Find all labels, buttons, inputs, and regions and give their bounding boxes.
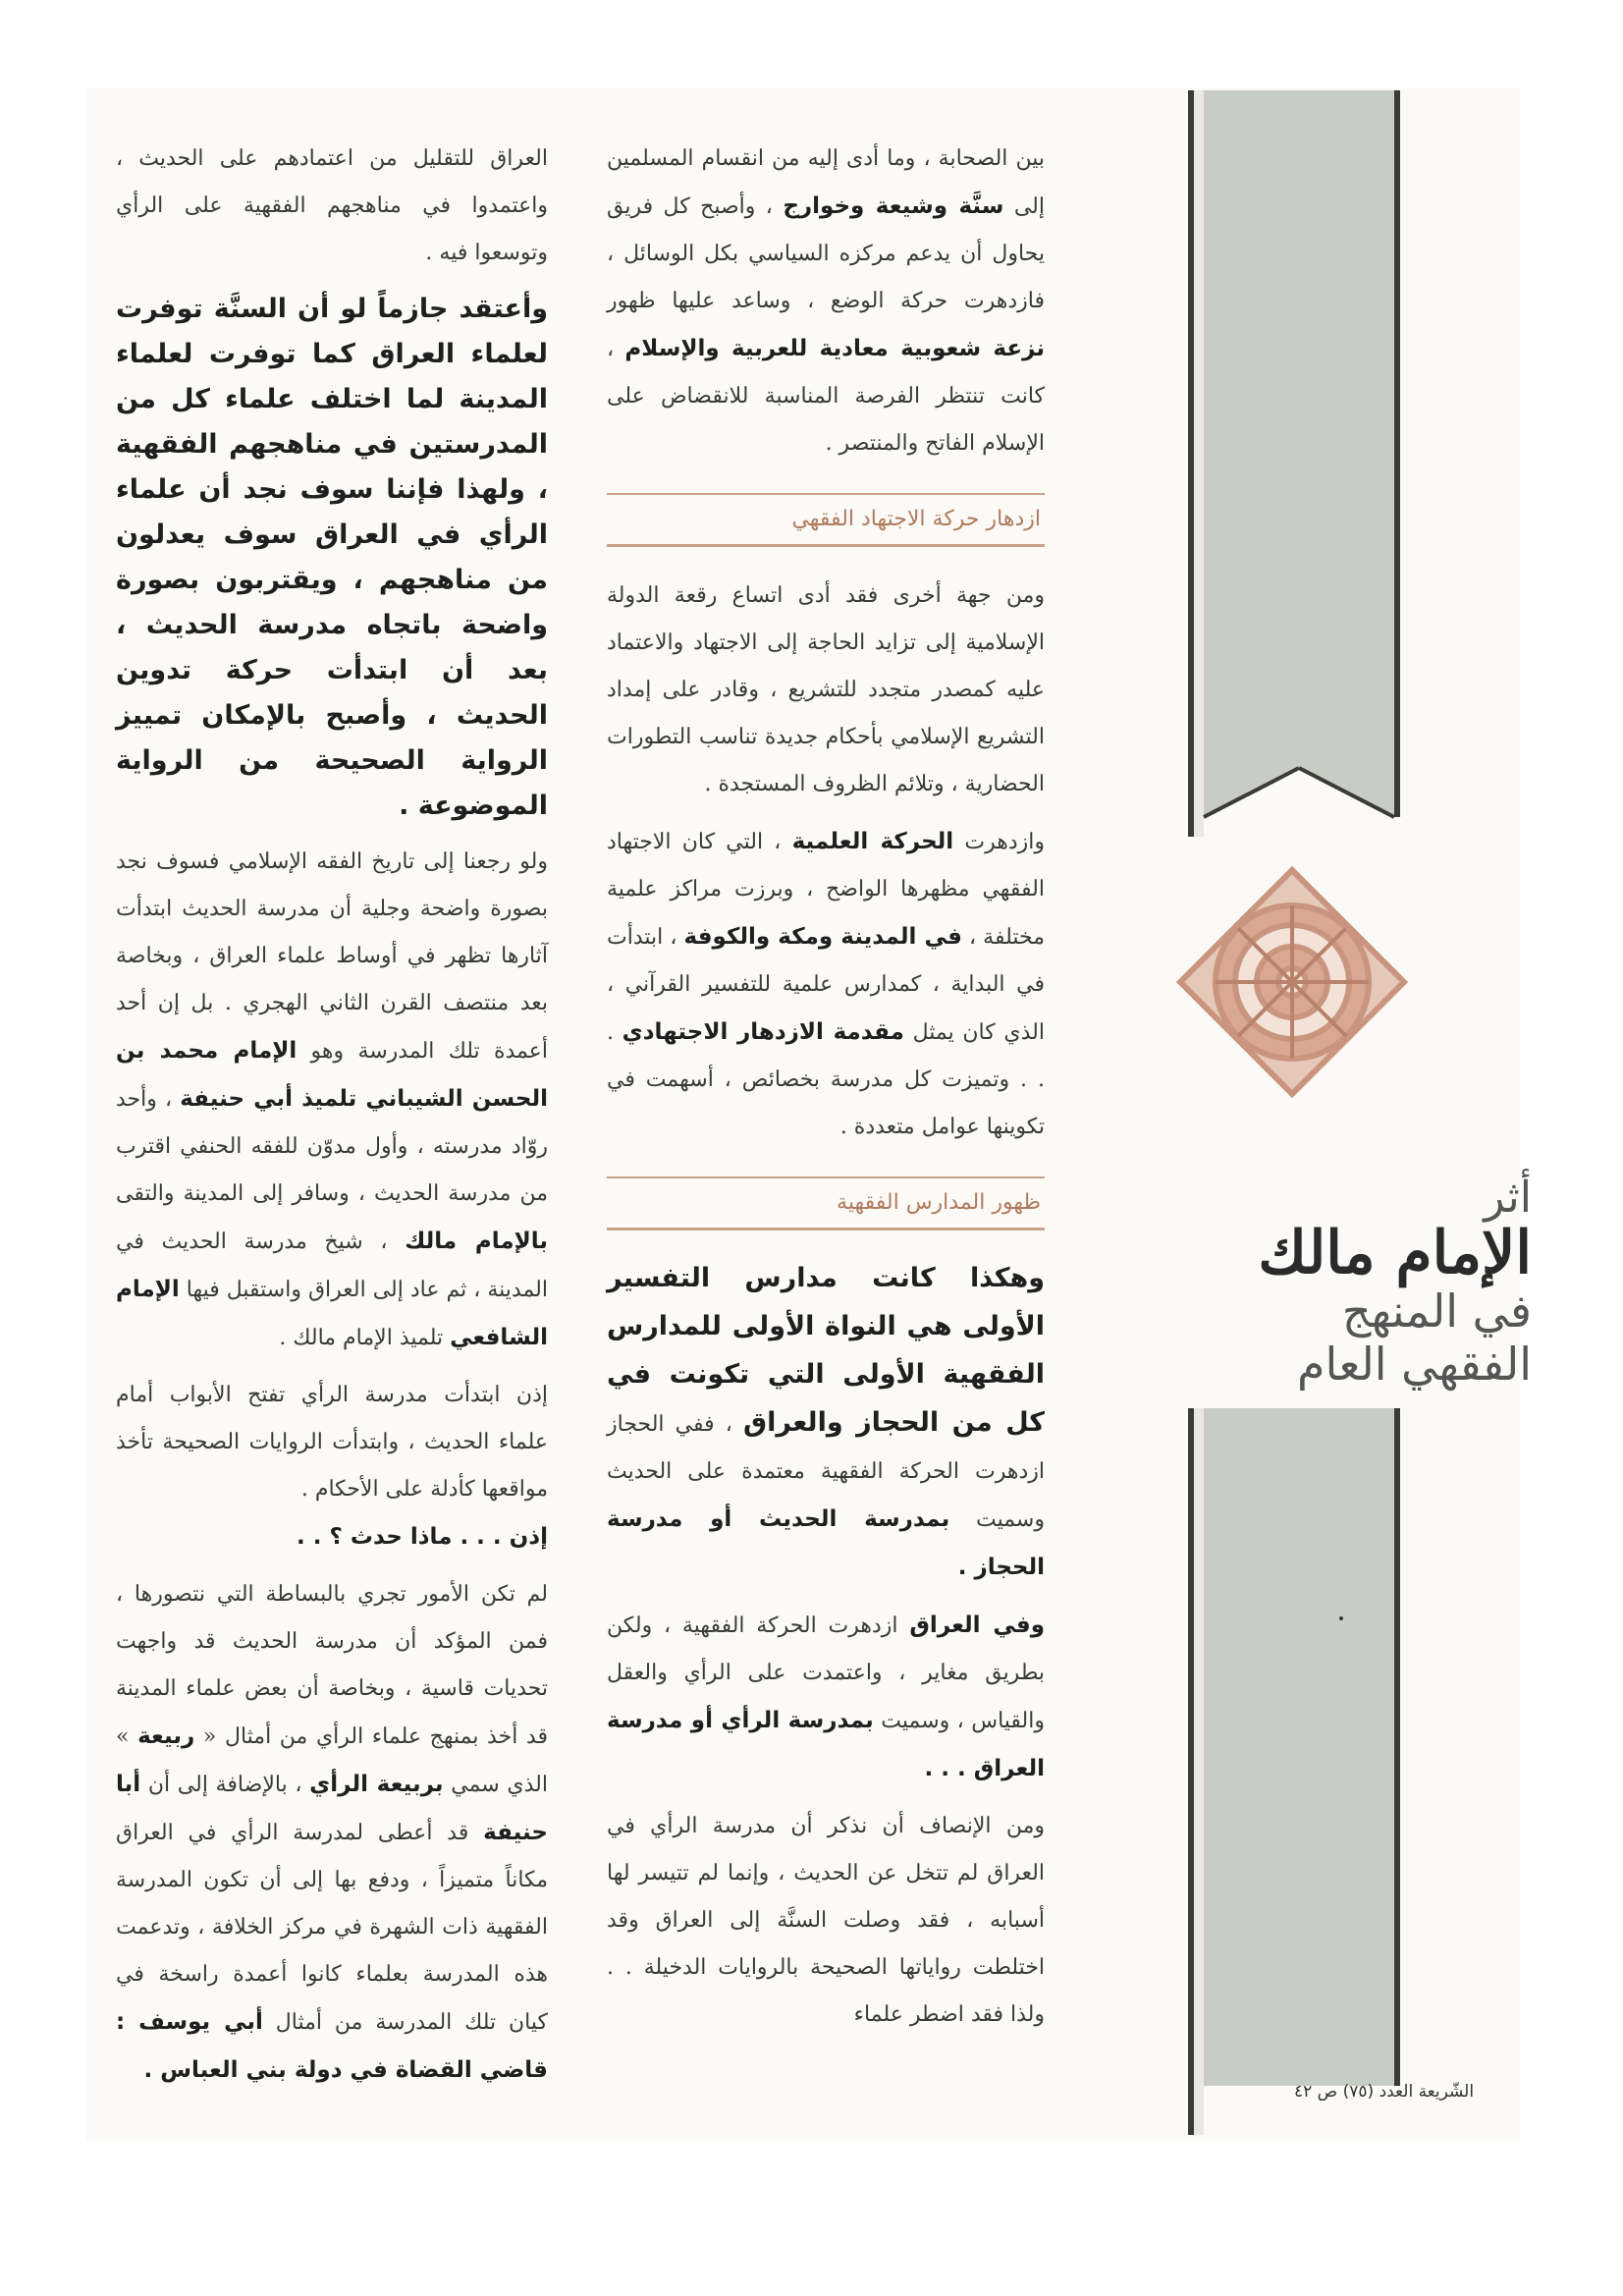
title-line-4: الفقهي العام (1297, 1338, 1532, 1391)
left-p5-d: بربيعة الرأي (309, 1772, 444, 1797)
left-p5-e: ، بالإضافة إلى أن (140, 1773, 310, 1797)
left-p2-lead: وأعتقد جازماً لو أن السنَّة توفرت لعلماء العراق كما توفرت لعلماء المدينة لما اختلف علماء كل من المدرستين في مناهجهم الفقهية ، ولهذا فإننا سوف نجد أن علماء الرأي في العراق سوف يعدلون من مناهجهم ، ويقتربون بصورة واضحة باتجاه مدرسة الحديث ، بعد أن ابتدأت حركة تدوين الحديث ، وأصبح بالإمكان تمييز الرواية الصحيحة من الرواية الموضوعة . (116, 294, 548, 821)
footer-text: الشّريعة العدد (٧٥) ص ٤٢ (1294, 2082, 1475, 2102)
left-paragraph-2 (116, 287, 548, 829)
mid-p1-c: ، وأصبح كل فريق يحاول أن يدعم مركزه السياسي بكل الوسائل ، فازدهرت حركة الوضع ، وساعد عليها ظهور (607, 194, 1045, 313)
left-p4-text: إذن ابتدأت مدرسة الرأي تفتح الأبواب أمام علماء الحديث ، وابتدأت الروايات الصحيحة تأخذ مواقعها كأدلة على الأحكام . (116, 1383, 548, 1502)
left-p5-c: » الذي سمي (116, 1724, 548, 1797)
mid-p3-c: ، التي كان الاجتهاد الفقهي مظهرها الواضح ، وبرزت مراكز علمية مختلفة ، (607, 830, 1046, 950)
left-p3-b: الإمام محمد بن الحسن الشيباني تلميذ أبي حنيفة (116, 1038, 548, 1112)
mid-paragraph-2 (607, 573, 1045, 808)
left-p5-h: أبي يوسف : قاضي القضاة في دولة بني العباس . (116, 2009, 548, 2083)
mid-p3-g: . . . وتميزت كل مدرسة بخصائص ، أسهمت في تكوينها عوامل متعددة . (607, 1020, 1045, 1139)
middle-column (607, 136, 1045, 2049)
left-p5-f: أبا حنيفة (116, 1772, 548, 1845)
mid-p3-e: ، ابتدأت في البداية ، كمدارس علمية للتفسير القرآني ، الذي كان يمثل (607, 925, 1045, 1045)
left-p3-e: ، شيخ مدرسة الحديث في المدينة ، ثم عاد إلى العراق واستقبل فيها (116, 1230, 548, 1302)
mid-paragraph-3 (607, 818, 1045, 1151)
mid-p1-b: سنَّة وشيعة وخوارج (783, 193, 1004, 219)
left-paragraph-3 (116, 839, 548, 1362)
title-line-2: الإمام مالك (1258, 1219, 1532, 1287)
mid-paragraph-5 (607, 1602, 1045, 1793)
mid-p5-b: ازدهرت الحركة الفقهية ، ولكن بطريق مغاير ، واعتمدت على الرأي والعقل والقياس ، وسميت (607, 1613, 1045, 1733)
left-p5-a: لم تكن الأمور تجري بالبساطة التي نتصورها ، فمن المؤكد أن مدرسة الحديث قد واجهت تحديات قاسية ، وبخاصة أن بعض علماء المدينة قد أخذ بمنهج علماء الرأي من أمثال « (116, 1582, 548, 1749)
mid-p2-text: ومن جهة أخرى فقد أدى اتساع رقعة الدولة الإسلامية إلى تزايد الحاجة إلى الاجتهاد والاعتماد عليه كمصدر متجدد للتشريع ، وقادر على إمداد التشريع الإسلامي بأحكام جديدة تناسب التطورات الحضارية ، وتلائم الظروف المستجدة . (607, 583, 1045, 796)
stray-dot (1339, 1616, 1343, 1620)
left-p5-b: ربيعة (137, 1723, 195, 1749)
mid-p1-d: نزعة شعوبية معادية للعربية والإسلام (624, 336, 1046, 361)
section-heading-schools: ظهور المدارس الفقهية (607, 1176, 1045, 1230)
left-p3-a: ولو رجعنا إلى تاريخ الفقه الإسلامي فسوف نجد بصورة واضحة وجلية أن مدرسة الحديث ابتدأت آثارها تظهر في أوساط علماء العراق ، وبخاصة بعد منتصف القرن الثاني الهجري . بل إن أحد أعمدة تلك المدرسة وهو (116, 849, 548, 1064)
mid-paragraph-6 (607, 1803, 1045, 2039)
left-p4-em: إذن . . . ماذا حدث ؟ . . (297, 1524, 548, 1550)
left-p3-c: ، وأحد روّاد مدرسته ، وأول مدوّن للفقه الحنفي اقترب من مدرسة الحديث ، وسافر إلى المدينة والتقى (116, 1087, 548, 1206)
left-p3-g: تلميذ الإمام مالك . (279, 1326, 451, 1350)
page-footer (1294, 2082, 1474, 2102)
left-p3-d: بالإمام مالك (405, 1229, 548, 1254)
decorative-ribbon-top (1186, 90, 1412, 847)
left-column (116, 136, 548, 2105)
mid-p1-a: بين الصحابة ، وما أدى إليه من انقسام المسلمين إلى (607, 146, 1046, 219)
section-heading-ijtihad: ازدهار حركة الاجتهاد الفقهي (607, 493, 1045, 547)
left-p3-f: الإمام الشافعي (116, 1277, 548, 1350)
title-line-1: أثر (1484, 1173, 1532, 1223)
mid-p5-c: بمدرسة الرأي أو مدرسة العراق . . . (607, 1708, 1045, 1781)
left-p1-text: العراق للتقليل من اعتمادهم على الحديث ، واعتمدوا في مناهجهم الفقهية على الرأي وتوسعوا فيه . (116, 146, 548, 265)
title-line-3: في المنهج (1341, 1285, 1532, 1338)
mid-p3-d: في المدينة ومكة والكوفة (683, 924, 962, 950)
mid-p3-b: الحركة العلمية (791, 829, 954, 854)
mid-p3-f: مقدمة الازدهار الاجتهادي (622, 1019, 904, 1045)
mid-p4-lead: وهكذا كانت مدارس التفسير الأولى هي النواة الأولى للمدارس الفقهية الأولى التي تكونت في كل من الحجاز والعراق (607, 1263, 1045, 1438)
article-title (1178, 1175, 1532, 1391)
mid-p4-rest: ، ففي الحجاز ازدهرت الحركة الفقهية معتمدة على الحديث وسميت (607, 1412, 1045, 1532)
left-paragraph-5 (116, 1571, 548, 2095)
mid-paragraph-4 (607, 1256, 1045, 1592)
mid-p6-text: ومن الإنصاف أن نذكر أن مدرسة الرأي في العراق لم تتخل عن الحديث ، وإنما لم تتيسر لها أسبابه ، فقد وصلت السنَّة إلى العراق وقد اختلطت رواياتها الصحيحة بالروايات الدخيلة . . ولذا فقد اضطر علماء (607, 1814, 1045, 2027)
arabesque-ornament-icon (1174, 864, 1410, 1100)
mid-p1-e: ، كانت تنتظر الفرصة المناسبة للانقضاض على الإسلام الفاتح والمنتصر . (607, 337, 1045, 456)
left-paragraph-4 (116, 1372, 548, 1561)
decorative-ribbon-bottom (1186, 1408, 1412, 2135)
mid-p5-a: وفي العراق (909, 1613, 1045, 1638)
left-paragraph-1 (116, 136, 548, 277)
left-p5-g: قد أعطى لمدرسة الرأي في العراق مكاناً متميزاً ، ودفع بها إلى أن تكون المدرسة الفقهية ذات الشهرة في مركز الخلافة ، وتدعمت هذه المدرسة بعلماء كانوا أعمدة راسخة في كيان تلك المدرسة من أمثال (116, 1821, 548, 2035)
mid-paragraph-1 (607, 136, 1045, 467)
mid-p4-em: بمدرسة الحديث أو مدرسة الحجاز . (607, 1506, 1045, 1580)
mid-p3-a: وازدهرت (953, 830, 1045, 854)
